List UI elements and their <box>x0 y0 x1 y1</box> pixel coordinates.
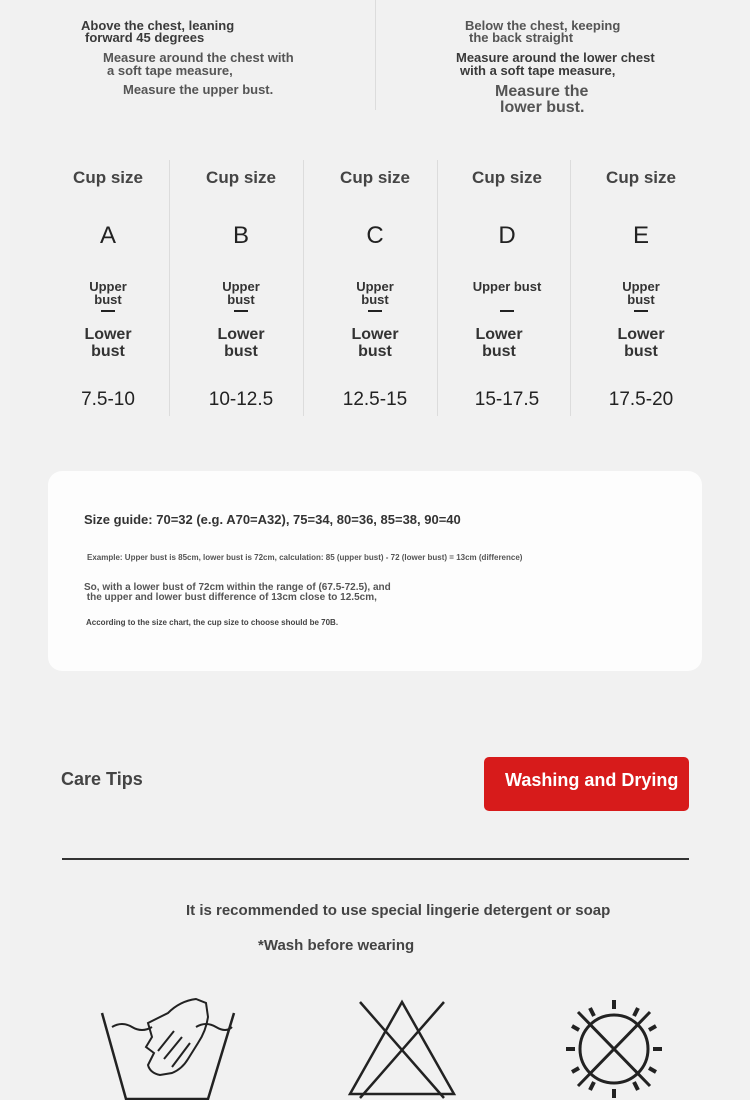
upper-bust-minus <box>634 310 648 312</box>
lower-bust-label: Lower bust <box>617 326 665 360</box>
lower-instruction-line: Measure the <box>495 83 589 100</box>
cup-letter: B <box>232 222 249 249</box>
size-guide-card <box>48 471 702 671</box>
cup-column-c <box>310 160 440 416</box>
upper-bust-minus <box>234 310 248 312</box>
lower-bust-label: Lower bust <box>84 326 132 360</box>
upper-bust-label: Upper bust <box>472 279 542 294</box>
cup-range: 17.5-20 <box>608 389 674 410</box>
lower-instruction-line: Measure around the lower chest <box>456 50 655 65</box>
upper-bust-label: Upper bust <box>622 279 660 307</box>
cup-range: 15-17.5 <box>474 389 540 410</box>
cup-column-e <box>576 160 706 416</box>
cup-column-d <box>442 160 572 416</box>
size-guide-example: Example: Upper bust is 85cm, lower bust is 72cm, calculation: 85 (upper bust) - 72 (lower bust) = 13cm (difference) <box>87 553 523 562</box>
upper-instruction-line: a soft tape measure, <box>107 63 233 78</box>
upper-bust-minus <box>368 310 382 312</box>
cup-range: 7.5-10 <box>81 389 135 410</box>
upper-bust-label: Upper bust <box>222 279 260 307</box>
upper-instruction-line: Above the chest, leaning <box>81 18 235 33</box>
lower-instruction-line: lower bust. <box>500 99 585 116</box>
care-tips-title: Care Tips <box>61 769 143 789</box>
cup-letter: D <box>498 222 516 249</box>
lower-instruction-line: Below the chest, keeping <box>465 18 621 33</box>
do-not-bleach-icon <box>346 998 458 1100</box>
size-guide-explanation: So, with a lower bust of 72cm within the range of (67.5-72.5), and the upper and lower bust difference of 13cm close to 12.5cm, <box>84 582 391 603</box>
cup-range: 10-12.5 <box>208 389 274 410</box>
cup-letter: C <box>366 222 384 249</box>
cup-size-header: Cup size <box>340 168 410 187</box>
lower-instruction-line: the back straight <box>469 30 574 45</box>
upper-bust-minus <box>500 310 514 312</box>
upper-instruction-line: Measure the upper bust. <box>123 82 274 97</box>
cup-size-header: Cup size <box>472 168 542 187</box>
size-guide-title: Size guide: 70=32 (e.g. A70=A32), 75=34, 80=36, 85=38, 90=40 <box>84 512 461 527</box>
wash-before-wearing-note: *Wash before wearing <box>258 937 415 954</box>
cup-size-header: Cup size <box>206 168 276 187</box>
lower-bust-label: Lower bust <box>351 326 399 360</box>
washing-drying-label: Washing and Drying <box>505 770 679 790</box>
upper-bust-minus <box>101 310 115 312</box>
upper-instruction-line: forward 45 degrees <box>85 30 205 45</box>
upper-bust-label: Upper bust <box>356 279 394 307</box>
do-not-dry-in-sun-icon <box>564 998 664 1100</box>
cup-size-header: Cup size <box>606 168 676 187</box>
size-guide-conclusion: According to the size chart, the cup size to choose should be 70B. <box>86 618 339 627</box>
detergent-recommendation: It is recommended to use special lingerie detergent or soap <box>186 902 611 919</box>
cup-range: 12.5-15 <box>342 389 408 410</box>
lower-bust-label: Lower bust <box>217 326 265 360</box>
upper-instruction-line: Measure around the chest with <box>103 50 294 65</box>
cup-letter: E <box>632 222 649 249</box>
cup-size-header: Cup size <box>73 168 143 187</box>
cup-letter: A <box>99 222 116 249</box>
lower-bust-label: Lower bust <box>475 326 523 360</box>
care-divider <box>62 858 689 860</box>
lower-instruction-line: with a soft tape measure, <box>460 63 616 78</box>
washing-drying-button[interactable] <box>484 757 689 811</box>
upper-bust-label: Upper bust <box>89 279 127 307</box>
cup-column-b <box>176 160 306 416</box>
product-detail-page <box>10 0 740 1100</box>
measure-divider <box>375 0 376 110</box>
hand-wash-icon <box>98 995 248 1100</box>
cup-column-a <box>43 160 173 416</box>
